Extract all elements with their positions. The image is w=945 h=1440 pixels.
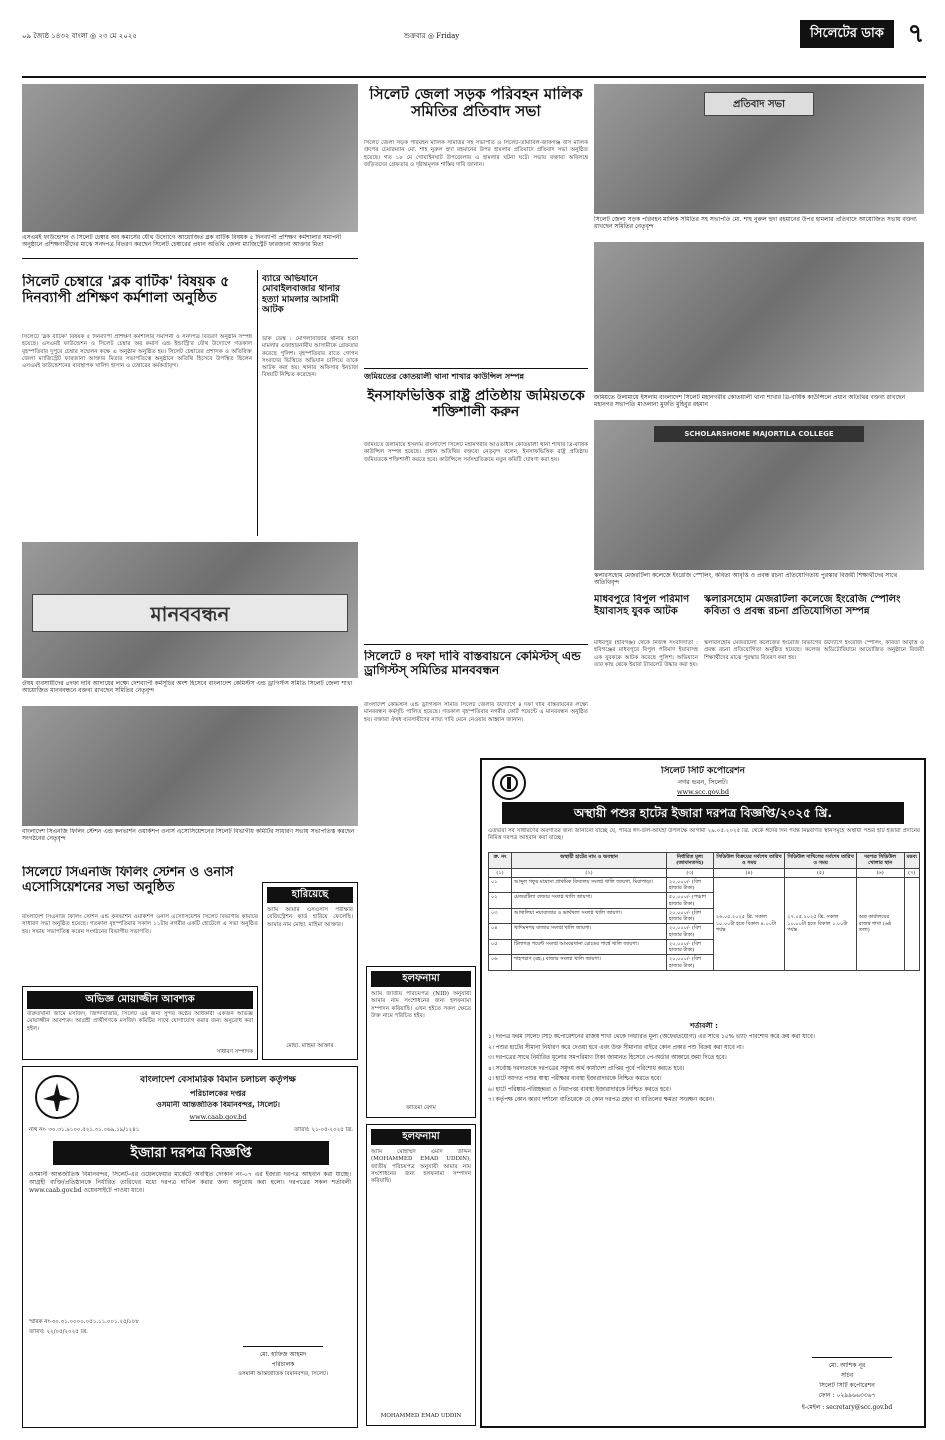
affidavit-2-title: হলফনামা (371, 1129, 471, 1145)
affidavit-1 (366, 966, 476, 1118)
paper-logo: সিলেটের ডাক (800, 20, 894, 48)
table-cell-hat-name: টিলাগড় পয়েন্ট সংলগ্ন আমবরখানা রোডের পার্শ্বে খালি জায়গা। (512, 939, 667, 955)
header-rule (22, 76, 926, 78)
photo-caption-batik: এসএমই ফাউন্ডেশন ও সিলেট চেম্বার অব কমার্সের যৌথ উদ্যোগে আয়োজিত ব্লক বাটিক বিষয়ক ৫ দিনব্যাপী প্রশিক্ষণ কর্মশালার সমাপনী অনুষ্ঠানে প্রশিক্ষণার্থীদের মাঝে সনদপত্র বিতরণ করছেন সিলেট চেম্বারের প্রধান অতিথি জেলা ম্যাজিস্ট্রেট ফারজানা আক্তার মিতা (22, 234, 342, 249)
table-cell-price: ২০,০০০/- (বিশ হাজার টাকা) (667, 908, 714, 924)
column-rule (257, 270, 258, 536)
classified-muezzin-title: অভিজ্ঞ মোয়াজ্জীন আবশ্যক (27, 991, 253, 1009)
table-cell-hat-name: খাদিমনগর বাজার সংলগ্ন খালি জায়গা। (512, 924, 667, 940)
scc-hat-table (488, 852, 920, 1002)
story-headline-arrest: ব্যারে অভিযানে মোবাইলবাজার থানার হত্যা মামলার আসামী আটক (262, 274, 341, 316)
affidavit-2-body: আমি মোহাম্মদ এমাদ উদ্দিন (MOHAMMED EMAD UDDIN), জাতীয় পরিচয়পত্র অনুযায়ী আমার নাম সংশোধনের জন্য হলফনামা সম্পাদন করিয়াছি। (371, 1149, 471, 1185)
table-cell-serial: ০২ (489, 893, 512, 909)
table-row (489, 877, 920, 893)
story-headline-college: স্কলারসহোম মেজরটিলা কলেজে ইংরেজি স্পেলিং কবিতা ও প্রবন্ধ রচনা প্রতিযোগিতা সম্পন্ন (704, 594, 901, 617)
protest-banner-text: মানববন্ধন (150, 602, 230, 626)
story-body-college: স্কলারসহোম মেজরটিলা কলেজের ইংরেজি বিভাগের উদ্যোগে ইংরেজি স্পেলিং, কবিতা আবৃত্তি ও প্রবন্ধ রচনা প্রতিযোগিতা অনুষ্ঠিত হয়েছে। কলেজ অডিটোরিয়ামে আয়োজিত অনুষ্ঠানে বিজয়ী শিক্ষার্থীদের মাঝে পুরস্কার বিতরণ করা হয়। (704, 640, 924, 661)
story-body-batik: সিলেটে 'ব্লক বাটিক' বিষয়ক ৫ দিনব্যাপী প্রশিক্ষণ কর্মশালার সমাপনী ও সনদপত্র বিতরণ অনুষ্ঠান সম্পন্ন হয়েছে। এসএমই ফাউন্ডেশন ও সিলেট চেম্বার অব কমার্স এন্ড ইন্ডাস্ট্রি'র যৌথ উদ্যোগে গতকাল বৃহস্পতিবার দুপুরে চেম্বার সম্মেলন কক্ষে এ অনুষ্ঠান অনুষ্ঠিত হয়। সিলেট চেম্বারের প্রশাসক ও অতিরিক্ত জেলা ম্যাজিস্ট্রেট ফারজানা আক্তার মিতার সভাপতিত্বে অনুষ্ঠানে অতিথি হিসেবে উপস্থিত ছিলেন এসএমই ফাউন্ডেশনের ব্যবস্থাপক খালিদ হাসান ও চেম্বারের কর্মকর্তাবৃন্দ। (22, 334, 252, 370)
scc-term-item: ৫। হাটে আগত পশুর স্বাস্থ্য পরীক্ষার ব্যবস্থা ইজারাদারকে নিশ্চিত করতে হবে। (488, 1076, 662, 1083)
classified-lost-sign: মোছা. মাহিমা আক্তার (286, 1043, 334, 1049)
story-headline-transport: সিলেট জেলা সড়ক পরিবহন মালিক সমিতির প্রতিবাদ সভা (369, 86, 583, 121)
scc-term-item: ১। দরপত্র ফরম সিলেট সিটি কর্পোরেশনের রাজস্ব শাখা থেকে নির্ধারিত মূল্য (অফেরতযোগ্য) এর সাথে ১৫% ভ্যাট পরিশোধ করে ক্রয় করা যাবে। (488, 1034, 815, 1040)
story-body-transport: সিলেট জেলা সড়ক পরিবহন মালিক সমিতির সহ সভাপতি ও সিলেট-তামাবিল-জকিগঞ্জ বাস মালিক গ্রুপের চেয়ারম্যান মো. শাহ নুরুল হুদা রহমানের উপর হামলার প্রতিবাদে প্রতিবাদ সভা অনুষ্ঠিত হয়েছে। গত ১৮ মে গোয়াইনঘাট উপজেলায় এ হামলার ঘটনা ঘটে। সভায় বক্তারা অবিলম্বে জড়িতদের গ্রেফতার ও দৃষ্টান্তমূলক শাস্তির দাবি জানান। (364, 140, 588, 168)
table-cell-price: ২০,০০০/- (বিশ হাজার টাকা) (667, 877, 714, 893)
table-cell-remarks (904, 877, 919, 970)
scc-term-item: ৬। হাটে পরিষ্কার-পরিচ্ছন্নতা ও নিরাপত্তা ব্যবস্থা ইজারাদারকে নিশ্চিত করতে হবে। (488, 1086, 671, 1093)
caab-airport: ওসমানী আন্তর্জাতিক বিমানবন্দর, সিলেট। (156, 1101, 280, 1109)
table-cell-price: ২০,০০০/- (বিশ হাজার টাকা) (667, 924, 714, 940)
photo-block-chemists (22, 542, 358, 678)
table-cell-serial: ০৩ (489, 908, 512, 924)
caab-signer-org: ওসমানী আন্তর্জাতিক বিমানবন্দর, সিলেট। (238, 1371, 328, 1377)
table-cell-hat-name: আখালিয়া নয়াবাজার ও ভার্থখলা সংলগ্ন খালি জায়গা। (512, 908, 667, 924)
story-body-jamiat: জমিয়তে উলামায়ে ইসলাম বাংলাদেশ সিলেট মহানগরীর আওতাধীন কোতয়ালী থানা শাখার ত্রি-বার্ষিক কাউন্সিল সম্পন্ন হয়েছে। প্রধান অতিথির বক্তব্যে নেতৃবৃন্দ বলেন, ইনসাফভিত্তিক রাষ্ট্র প্রতিষ্ঠায় জমিয়তকে শক্তিশালী করতে হবে। কাউন্সিলে সর্বসম্মতিক্রমে নতুন কমিটি ঘোষণা করা হয়। (364, 442, 588, 463)
header-day: শুক্রবার ◎ Friday (404, 32, 460, 40)
table-header-open-place: দরপত্র সিডিউল খোলার স্থান (856, 853, 904, 869)
table-cell-price: ২০,০০০/- (বিশ হাজার টাকা) (667, 939, 714, 955)
table-header-remarks: মন্তব্য (904, 853, 919, 869)
scc-title: অস্থায়ী পশুর হাটের ইজারা দরপত্র বিজ্ঞপ্তি/২০২৫ খ্রি. (502, 802, 904, 824)
table-cell-serial: ০৬ (489, 955, 512, 971)
photo-block-college (594, 420, 924, 570)
scc-term-item: ৩। দরপত্রের সাথে নির্ধারিত মূল্যের সমপরিমাণ টাকা জামানত হিসেবে পে-অর্ডার আকারে জমা দিতে হবে। (488, 1055, 727, 1062)
page-number: ৭ (907, 19, 925, 49)
table-cell-open-place: অত্র কার্যালয়ের রাজস্ব শাখা (৬ষ্ঠ তলা) (856, 877, 904, 970)
story-kicker-jamiat: জমিয়তের কোতয়ালী থানা শাখার কাউন্সিল সম্পন্ন (364, 372, 525, 381)
table-col-number: (৪) (713, 868, 784, 877)
classified-lost (262, 882, 358, 1060)
affidavit-1-body: আমি জাতীয় পরিচয়পত্র (NID) অনুযায়ী আমার নাম সংশোধনের জন্য হলফনামা সম্পাদন করিয়াছি। এখন হইতে সকল ক্ষেত্রে উক্ত নামে পরিচিত হইব। (371, 991, 471, 1019)
airplane-icon (37, 1077, 77, 1117)
classified-muezzin-sign: সাধারণ সম্পাদক (216, 1049, 253, 1055)
photo-block-transport (594, 84, 924, 214)
college-banner (654, 426, 864, 442)
story-headline-jamiat: ইনসাফভিত্তিক রাষ্ট্র প্রতিষ্ঠায় জমিয়তকে শক্তিশালী করুন (367, 388, 585, 421)
scc-term-item: ৭। কর্তৃপক্ষ কোন কারণ দর্শানো ব্যতিরেকে যে কোন দরপত্র গ্রহণ বা বাতিলের ক্ষমতা সংরক্ষণ করেন। (488, 1097, 715, 1104)
caab-office: পরিচালকের দপ্তর (190, 1089, 246, 1098)
table-cell-serial: ০৪ (489, 924, 512, 940)
story-headline-batik: সিলেট চেম্বারে 'ব্লক বাটিক' বিষয়ক ৫ দিনব্যাপী প্রশিক্ষণ কর্মশালা অনুষ্ঠিত (22, 274, 230, 307)
scc-signer-title: সচিব (840, 1372, 854, 1379)
caab-ref-date: তারিখ: ২২/০৫/২০২৫ খ্রি. (29, 1329, 88, 1335)
stage-banner (704, 92, 814, 116)
scc-intro: এতদ্বারা সর্ব সাধারণের অবগতির জন্য জানানো যাচ্ছে যে, পবিত্র ঈদ-উল-আযহা উপলক্ষে আগামী ২৯.০৫.২০২৫ খ্রি. থেকে ঈদের দিন পর্যন্ত নিম্নবর্ণিত স্থানসমূহে অস্থায়ী পশুর হাট ইজারা প্রদানের নিমিত্ত দরপত্র আহবান করা যাচ্ছে। (488, 828, 920, 842)
story-headline-yaba: মাধবপুরে বিপুল পরিমাণ ইয়াবাসহ যুবক আটক (594, 594, 690, 617)
scc-terms-title: শর্তাবলী : (690, 1022, 718, 1030)
photo-caption-college: স্কলারসহোম মেজরটিলা কলেজে ইংরেজি স্পেলিং, কবিতা আবৃত্তি ও প্রবন্ধ রচনা প্রতিযোগিতায় পুরস্কার বিজয়ী শিক্ষার্থীদের সাথে অতিথিবৃন্দ (594, 572, 898, 587)
table-cell-hat-name: আব্দুল গফুর মাদ্রাসা প্রাথমিক বিদ্যালয় সংলগ্ন খালি জায়গা, মিরাপাড়া। (512, 877, 667, 893)
affidavit-2 (366, 1124, 476, 1426)
photo-caption-jamiat: জমিয়তে উলামায়ে ইসলাম বাংলাদেশ সিলেট মহানগরীর কোতয়ালী থানা শাখার ত্রি-বার্ষিক কাউন্সিলে প্রধান অতিথির বক্তব্য রাখছেন মহানগর সভাপতি মাওলানা মুফতি মুহিবুর রহমান (594, 394, 906, 409)
caab-memo: নথি নং- ৩০.৩১.৯১০০.৫২১.৩১.০৬৯.১৯/১২৪১ (29, 1127, 140, 1133)
table-col-number: (৩) (667, 868, 714, 877)
table-cell-hat-name: মেজরটিলা বাজার সংলগ্ন খালি জায়গা। (512, 893, 667, 909)
table-header-submit-deadline: সিডিউল দাখিলের সর্বশেষ তারিখ ও সময় (785, 853, 856, 869)
caab-website[interactable]: www.caab.gov.bd (189, 1113, 247, 1121)
story-body-arrest: ডাক ডেস্ক : মোগলাবাজার থানার হত্যা মামলার এজাহারনামীয় আসামীকে গ্রেফতার করেছে পুলিশ। বৃহস্পতিবার রাতে গোপন সংবাদের ভিত্তিতে অভিযান চালিয়ে তাকে আটক করা হয়। থানার অফিসার ইনচার্জ বিষয়টি নিশ্চিত করেছেন। (262, 336, 358, 379)
caab-logo (35, 1075, 79, 1119)
table-cell-price: ২০,০০০/- (বিশ হাজার টাকা) (667, 955, 714, 971)
table-cell-submit-deadline: ২৭.০৫.২০২৫ খ্রি. সকাল ১০.০০টা হতে বিকাল ১.০০টা পর্যন্ত (785, 877, 856, 970)
story-body-chemists: বাংলাদেশ কেমিস্টস এন্ড ড্রাগিস্টস সমিতি সিলেট জেলার উদ্যোগে ৪ দফা দাবি বাস্তবায়নের লক্ষ্যে মানববন্ধন কর্মসূচি পালিত হয়েছে। গতকাল বৃহস্পতিবার নগরীর কোর্ট পয়েন্টে এ মানববন্ধন অনুষ্ঠিত হয়। বক্তারা ঔষধ ব্যবসায়ীদের ন্যায্য দাবি মেনে নেওয়ার আহ্বান জানান। (364, 702, 588, 723)
scc-signer-org: সিলেট সিটি কর্পোরেশন (819, 1382, 875, 1389)
table-cell-sale-deadline: ২৬.০৫.২০২৫ খ্রি. সকাল ১০.০০টা হতে বিকাল ৪.০০টা পর্যন্ত (713, 877, 784, 970)
photo-block-jamiat (594, 242, 924, 392)
table-cell-serial: ০১ (489, 877, 512, 893)
classified-lost-body: আমি আমার এসএসসি পরীক্ষার রেজিস্ট্রেশন কার্ড হারিয়ে ফেলেছি। আমার নাম মোছা. মাহিমা আক্তার। (267, 907, 353, 928)
scc-org: সিলেট সিটি কর্পোরেশন (661, 766, 745, 776)
story-headline-cng: সিলেটে সিএনজি ফিলিং স্টেশন ও ওনার্স এসোসিয়েশনের সভা অনুষ্ঠিত (22, 866, 234, 895)
protest-banner (32, 594, 348, 632)
table-col-number: (৫) (785, 868, 856, 877)
scc-term-item: ৪। সর্বোচ্চ দরদাতাকে দরপত্রের সমুদয় অর্থ কার্যাদেশ প্রাপ্তির পূর্বে পরিশোধ করতে হবে। (488, 1065, 685, 1072)
story-body-yaba: মাধবপুর (হবিগঞ্জ) থেকে নিজস্ব সংবাদদাতা : হবিগঞ্জের মাধবপুরে বিপুল পরিমাণ ইয়াবাসহ এক যুবককে আটক করেছে পুলিশ। অভিযানে তার কাছ থেকে ইয়াবা ট্যাবলেট উদ্ধার করা হয়। (594, 640, 698, 668)
caab-org: বাংলাদেশ বেসামরিক বিমান চলাচল কর্তৃপক্ষ (140, 1075, 296, 1085)
page-header (14, 16, 934, 56)
photo-block-batik (22, 84, 358, 232)
affidavit-1-sign: ফাতিমা বেগম (406, 1105, 436, 1111)
caab-title: ইজারা দরপত্র বিজ্ঞপ্তি (53, 1141, 329, 1165)
scc-phone: ফোন : ০২৯৯৬৬৩৩৬৭ (818, 1392, 876, 1399)
table-cell-serial: ০৫ (489, 939, 512, 955)
table-header-hat-name: অস্থায়ী হাটের নাম ও অবস্থান (512, 853, 667, 869)
table-col-number: (১) (489, 868, 512, 877)
college-banner-text: SCHOLARSHOME MAJORTILA COLLEGE (684, 430, 834, 438)
separator (22, 258, 358, 259)
caab-body: ওসমানী আন্তর্জাতিক বিমানবন্দর, সিলেট-এর ওয়েলফেয়ার মার্কেটে অবস্থিত দোকান নং-০৭ এর ইজারা দরপত্র আহবান করা যাচ্ছে। আগ্রহী ব্যক্তি/প্রতিষ্ঠানকে নির্ধারিত তারিখের মধ্যে দরপত্র দাখিল করার জন্য অনুরোধ করা হলো। দরপত্রের সকল শর্তাবলী www.caab.gov.bd ওয়েবসাইটে পাওয়া যাবে। (29, 1171, 351, 1194)
table-header-row (489, 853, 920, 869)
scc-terms (488, 1034, 920, 1334)
scc-address: নগর ভবন, সিলেট। (678, 778, 728, 786)
stage-banner-text: প্রতিবাদ সভা (733, 99, 785, 110)
classified-muezzin (22, 986, 258, 1060)
table-number-row (489, 868, 920, 877)
story-body-cng: বাংলাদেশ সিএনজি ফিলিং স্টেশন এন্ড কনভার্শন ওয়ার্কশপ ওনার্স এসোসিয়েশন সিলেট বিভাগীয় কমিটির সাধারণ সভা অনুষ্ঠিত হয়েছে। গতকাল বৃহস্পতিবার সকাল ১১টায় নগরীর একটি হোটেলে এ সভা অনুষ্ঠিত হয়। সভায় সভাপতিত্ব করেন সংগঠনের বিভাগীয় সভাপতি। (22, 914, 258, 935)
classified-lost-title: হারিয়েছে (267, 887, 353, 903)
caab-signature-mark (243, 1331, 323, 1347)
caab-date: তারিখ: ২১-০৫-২০২৫ খ্রি. (294, 1127, 353, 1133)
table-cell-hat-name: শাহপরাণ (রহ.) বাজার সংলগ্ন খালি জায়গা। (512, 955, 667, 971)
scc-tender-notice (480, 758, 926, 1428)
scc-term-item: ২। পশুর হাটের সীমানা নির্ধারণ করে দেওয়া হবে এবং উক্ত সীমানার বাইরে কোন প্রকার পশু বিক্রয় করা যাবে না। (488, 1044, 744, 1051)
separator (364, 644, 588, 645)
caab-signer: মো. হাফিজ আহমদ (259, 1351, 307, 1358)
caab-ref: স্মারক নং-৩০.৩১.০০০০.০৫১.১১.০০১.২৫/১৮৮ (29, 1319, 140, 1325)
scc-signature-mark (812, 1348, 892, 1358)
table-cell-price: ৫০,০০০/- (পঞ্চাশ হাজার টাকা) (667, 893, 714, 909)
table-col-number: (৬) (856, 868, 904, 877)
affidavit-1-title: হলফনামা (371, 971, 471, 987)
caab-signer-title: পরিচালক (271, 1361, 295, 1368)
scc-signer: মো. আশিক নূর (828, 1362, 866, 1369)
separator (364, 368, 588, 369)
photo-caption-cng: বাংলাদেশ সিএনজি ফিলিং স্টেশন এন্ড কনভার্শন ওয়ার্কশপ ওনার্স এসোসিয়েশনের সিলেট বিভাগীয় কমিটির সাধারণ সভায় সভাপতিত্ব করছেন সংগঠনের নেতৃবৃন্দ (22, 828, 355, 843)
table-header-serial: ক্র. নং (489, 853, 512, 869)
photo-caption-chemists: ঔষধ ব্যবসায়ীদের ৪দফা দাবি আদায়ের লক্ষ্যে দেশব্যাপী কর্মসূচির অংশ হিসেবে বাংলাদেশ কেমিস্টস এন্ড ড্রাগিস্টস সমিতি সিলেট জেলা শাখা আয়োজিত মানববন্ধনে বক্তব্য রাখছেন সমিতির নেতৃবৃন্দ (22, 680, 353, 695)
caab-tender-notice (22, 1066, 358, 1428)
photo-caption-transport: সিলেট জেলা সড়ক পরিবহন মালিক সমিতির সহ সভাপতি মো. শাহ নুরুল হুদা রহমানের উপর হামলার প্রতিবাদে আয়োজিত সভায় বক্তব্য রাখছেন সমিতির নেতৃবৃন্দ (594, 216, 917, 231)
photo-block-cng (22, 706, 358, 826)
classified-muezzin-body: বারুতখানা জামে মসজিদ, জিন্দাবাজার, সিলেট এর জন্য সুন্দর কণ্ঠের অধিকারী একজন অভিজ্ঞ মোয়াজ্জীন আবশ্যক। আগ্রহী প্রার্থীগণকে মসজিদ কমিটির সাথে যোগাযোগ করার জন্য অনুরোধ করা হইল। (27, 1011, 253, 1032)
table-col-number: (২) (512, 868, 667, 877)
scc-website[interactable]: www.scc.gov.bd (676, 788, 730, 796)
affidavit-2-sign: MOHAMMED EMAD UDDIN (380, 1413, 462, 1419)
header-date: ০৯ জ্যৈষ্ঠ ১৪৩২ বাংলা ◎ ২৩ মে ২০২৫ (22, 32, 137, 40)
scc-email[interactable]: ই-মেইল : secretary@scc.gov.bd (801, 1404, 893, 1411)
table-col-number: (৭) (904, 868, 919, 877)
table-header-price: নির্ধারিত মূল্য (জামানতসহ) (667, 853, 714, 869)
table-header-sale-deadline: সিডিউল বিক্রয়ের সর্বশেষ তারিখ ও সময় (713, 853, 784, 869)
story-headline-chemists: সিলেটে ৪ দফা দাবি বাস্তবায়নে কেমিস্টস্ এন্ড ড্রাগিস্টস্ সমিতির মানববন্ধন (364, 650, 581, 677)
